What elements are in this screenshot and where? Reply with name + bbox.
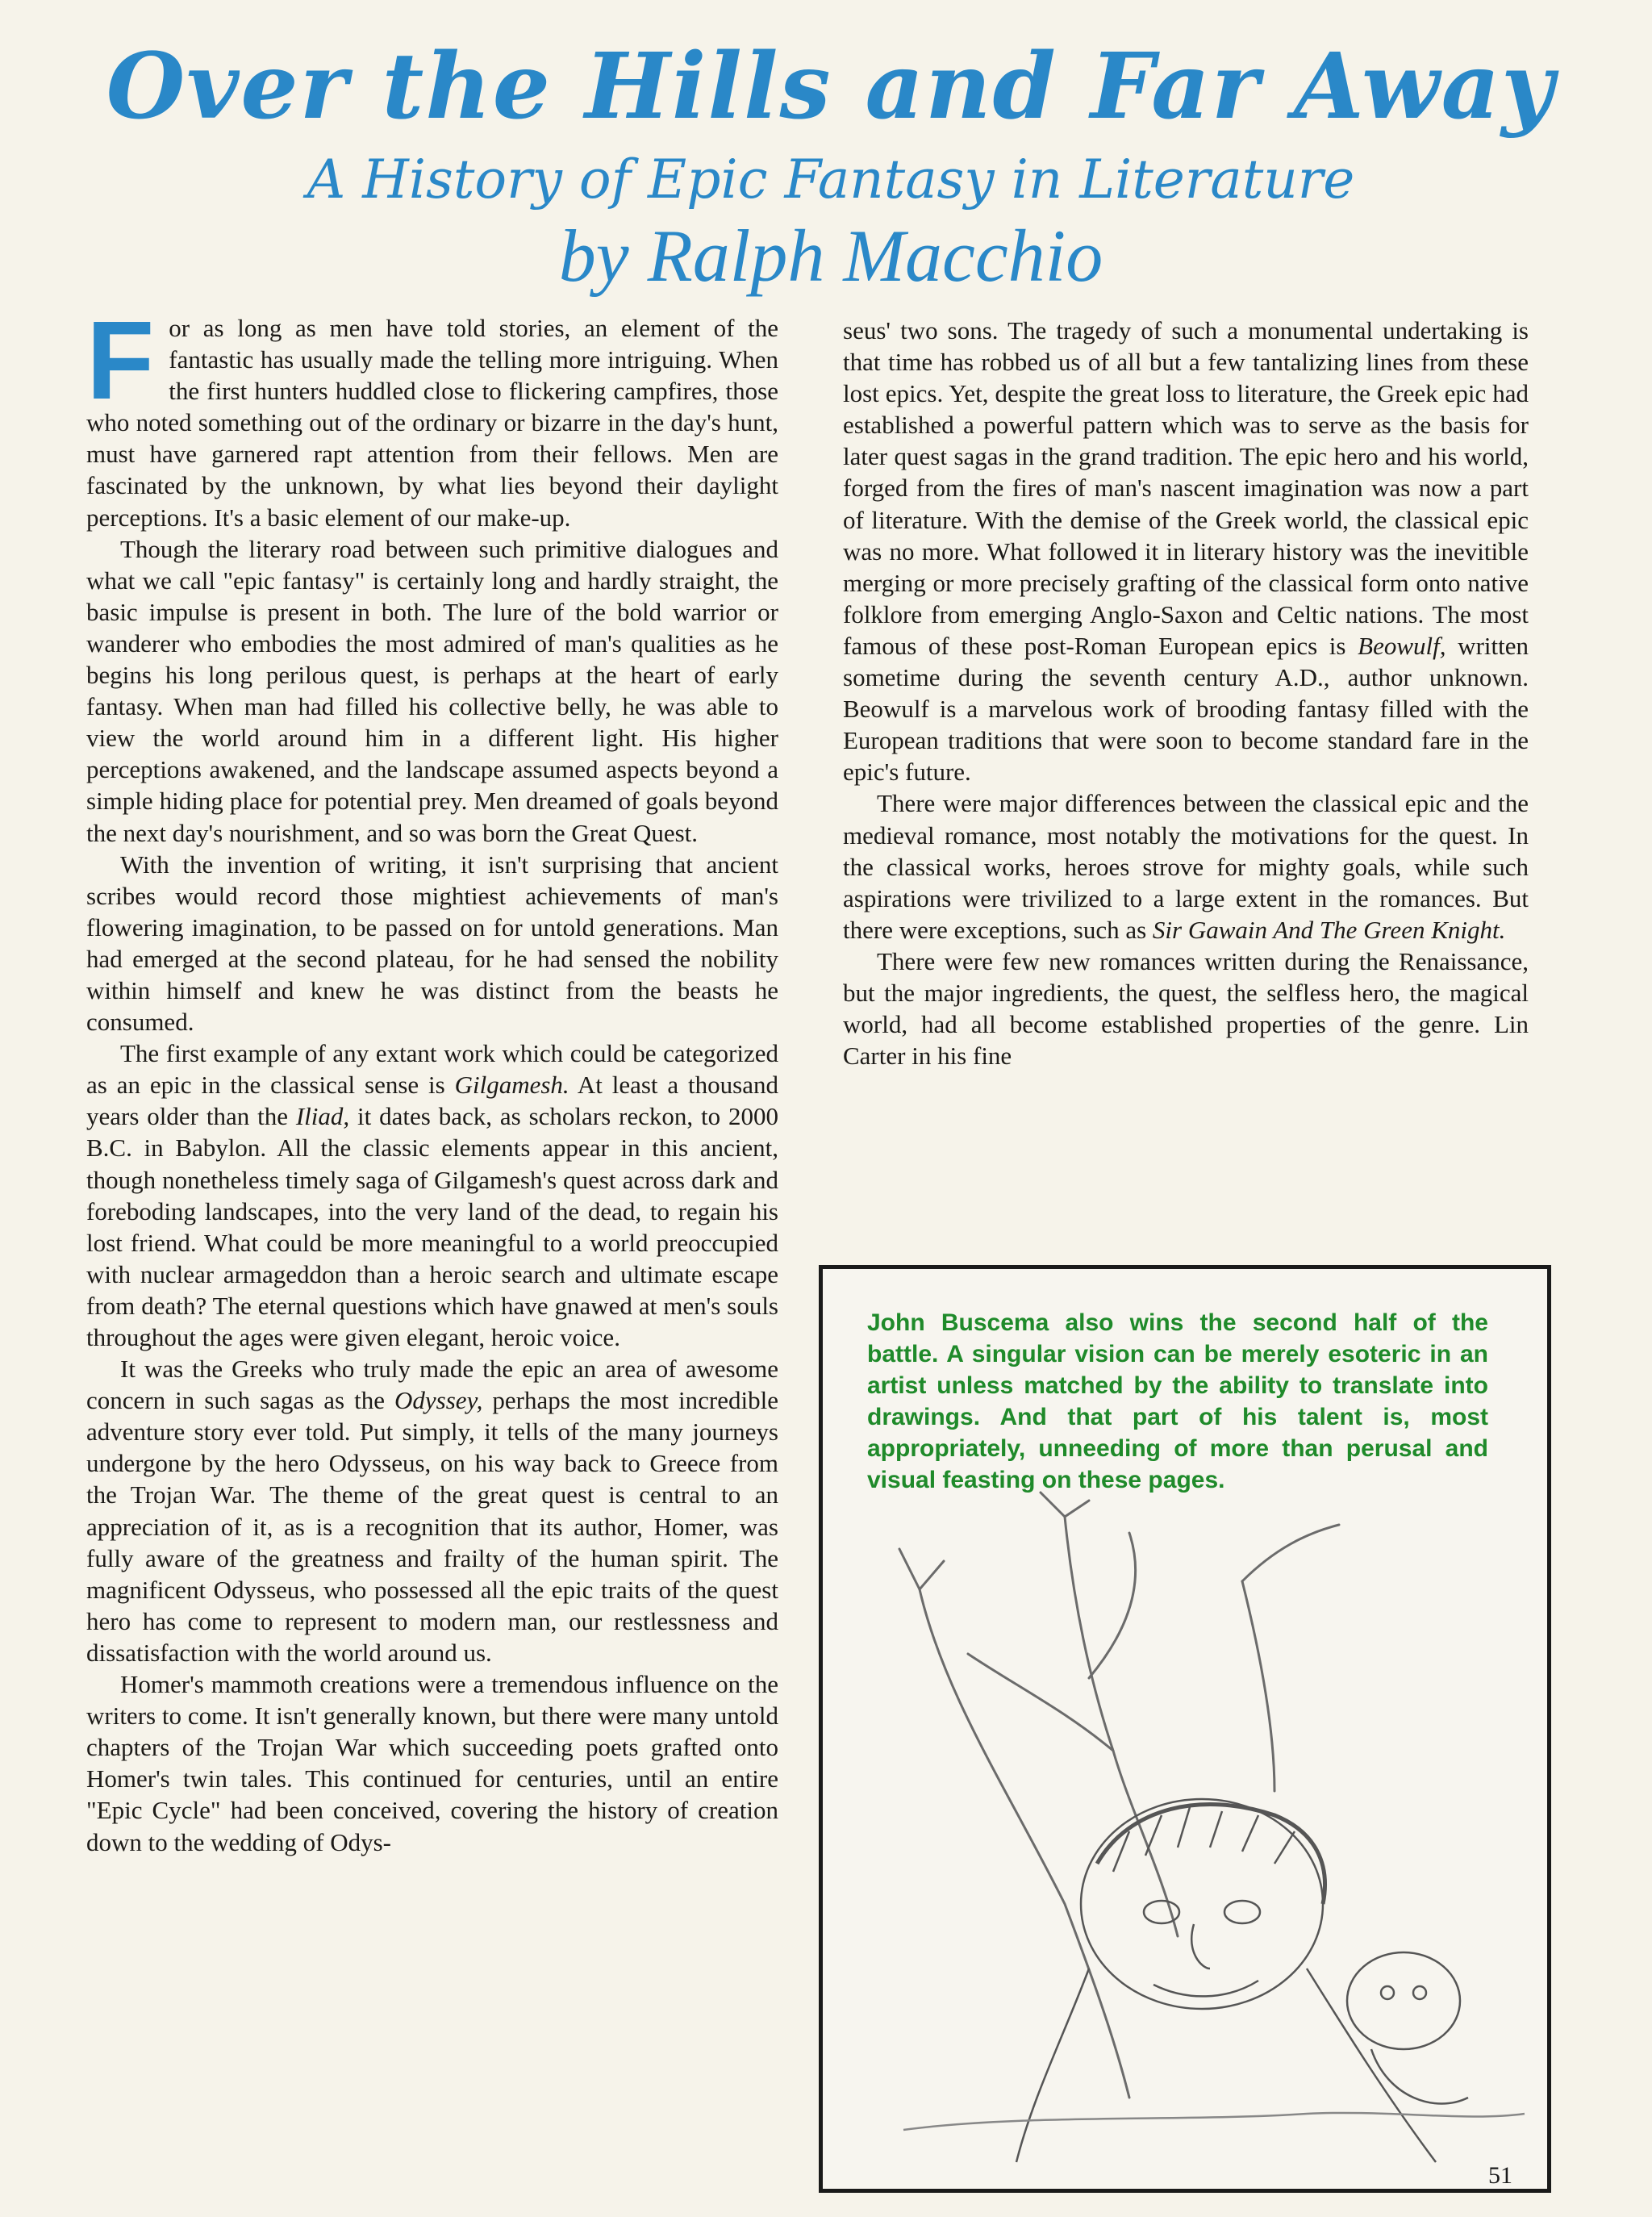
paragraph-text: perhaps the most incredible adventure story ever told. Put simply, it tells of the many journeys undergone by the hero Odysseus, on his way back to Greece from the Trojan War. The theme of the great quest is central to an appreciation of it, as is a recognition that its author, Homer, was fully aware of the greatness and frailty of the human spirit. The magnificent Odysseus, who possessed all the epic traits of the quest hero has come to represent to modern man, our restlessness and dissatisfaction with the world around us. <box>86 1386 778 1667</box>
paragraph-text: written sometime during the seventh century A.D., author unknown. Beowulf is a marvelous work of brooding fantasy filled with the European traditions that were soon to become standard fare in the epic's future. <box>843 631 1529 787</box>
branch-stroke <box>1041 1493 1089 1517</box>
paragraph-text: It was the Greeks who truly made the epic an area of awesome concern in such sagas as the <box>86 1355 778 1415</box>
article-subtitle: A History of Epic Fantasy in Literature <box>307 148 1355 211</box>
paragraph-text: seus' two sons. The tragedy of such a monumental undertaking is that time has robbed us of all but a few tantalizing lines from these lost epics. Yet, despite the great loss to literature, the Greek epic had established a powerful pattern which was to serve as the basis for later quest sagas in the grand tradition. The epic hero and his world, forged from the fires of man's nascent imagination was now a part of literature. With the demise of the Greek world, the classical epic was no more. What followed it in literary history was the inevitible merging or more precisely grafting of the classical form onto native folklore from emerging Anglo-Saxon and Celtic nations. The most famous of these post-Roman European epics is <box>843 316 1529 660</box>
paragraph <box>86 1353 778 1668</box>
paragraph: There were few new romances written during the Renaissance, but the major ingredients, the quest, the selfless hero, the magical world, had all become established properties of the genre. Lin Carter in his fine <box>843 946 1529 1071</box>
article-byline: by Ralph Macchio <box>558 215 1103 297</box>
creature-nose <box>1191 1924 1210 1969</box>
paragraph <box>843 315 1529 787</box>
paragraph <box>843 787 1529 945</box>
creature-head <box>1081 1799 1323 2009</box>
paragraph <box>86 299 778 533</box>
pencil-sketch-illustration <box>823 1484 1547 2186</box>
small-creature-body <box>1371 2049 1468 2104</box>
ground-line <box>903 2113 1525 2130</box>
branch-stroke <box>1242 1525 1339 1581</box>
page-number: 51 <box>1488 2162 1512 2189</box>
paragraph <box>86 1038 778 1353</box>
drop-cap: F <box>86 299 155 423</box>
small-creature <box>1347 1952 1460 2049</box>
creature-arm <box>1016 1969 1089 2162</box>
small-creature-eye <box>1413 1986 1426 1999</box>
paragraph: With the invention of writing, it isn't surprising that ancient scribes would record those mightiest achievements of man's flowering imagination, to be passed on for untold generations. Man had emerged at the second plateau, for he had sensed the nobility within himself and knew he was distinct from the beasts he consumed. <box>86 850 778 1037</box>
illustration-caption: John Buscema also wins the second half of the battle. A singular vision can be merely esoteric in an artist unless matched by the ability to translate into drawings. And that part of his talent is, most appropriately, unneeding of more than perusal and visual feasting on these pages. <box>867 1309 1488 1493</box>
paragraph-text: or as long as men have told stories, an element of the fantastic has usually made the telling more intriguing. When the first hunters huddled close to flickering campfires, those who noted something out of the ordinary or bizarre in the day's hunt, must have garnered rapt attention from their fellows. Men are fascinated by the unknown, by what lies beyond their daylight perceptions. It's a basic element of our make-up. <box>86 314 778 532</box>
title-beowulf: Beowulf, <box>1358 631 1446 660</box>
title-gilgamesh: Gilgamesh. <box>454 1071 569 1100</box>
creature-eye <box>1224 1901 1260 1923</box>
small-creature-eye <box>1381 1986 1394 1999</box>
branch-stroke <box>968 1654 1113 1751</box>
article-title: Over the Hills and Far Away <box>106 34 1556 140</box>
branch-stroke <box>1089 1533 1136 1678</box>
title-gawain: Sir Gawain And The Green Knight. <box>1152 915 1506 944</box>
creature-mouth <box>1153 1981 1258 1996</box>
right-column <box>843 315 1529 1071</box>
left-column <box>86 299 778 1858</box>
paragraph-text: At least a thousand years older than the <box>86 1071 778 1131</box>
paragraph-text: The first example of any extant work which could be categorized as an epic in the classical sense is <box>86 1039 778 1100</box>
title-iliad: Iliad, <box>295 1102 350 1131</box>
title-odyssey: Odyssey, <box>394 1386 483 1415</box>
creature-eye <box>1144 1901 1179 1923</box>
branch-stroke <box>1242 1581 1274 1791</box>
paragraph-text: There were major differences between the classical epic and the medieval romance, most notably the motivations for the quest. In the classical works, heroes strove for mighty goals, while such aspirations were trivilized to a large extent in the romances. But there were exceptions, such as <box>843 789 1529 944</box>
branch-stroke <box>899 1549 944 1589</box>
paragraph-text: it dates back, as scholars reckon, to 2000 B.C. in Babylon. All the classic elements appear in this ancient, though nonetheless timely saga of Gilgamesh's quest across dark and foreboding landscapes, into the very land of the dead, to regain his lost friend. What could be more meaningful to a world preoccupied with nuclear armageddon than a heroic search and ultimate escape from death? The eternal questions which have gnawed at men's souls throughout the ages were given elegant, heroic voice. <box>86 1102 778 1351</box>
paragraph: Though the literary road between such primitive dialogues and what we call "epic fantasy" is certainly long and hardly straight, the basic impulse is present in both. The lure of the bold warrior or wanderer who embodies the most admired of man's qualities as he begins his long perilous quest, is perhaps at the heart of early fantasy. When man had filled his collective belly, he was able to view the world around him in a different light. His higher perceptions awakened, and the landscape assumed aspects beyond a simple hiding place for potential prey. Men dreamed of goals beyond the next day's nourishment, and so was born the Great Quest. <box>86 534 778 847</box>
paragraph: Homer's mammoth creations were a tremendous influence on the writers to come. It isn't generally known, but there were many untold chapters of the Trojan War which succeeding poets grafted onto Homer's twin tales. This continued for centuries, until an entire "Epic Cycle" had been conceived, covering the history of creation down to the wedding of Odys- <box>86 1670 778 1856</box>
